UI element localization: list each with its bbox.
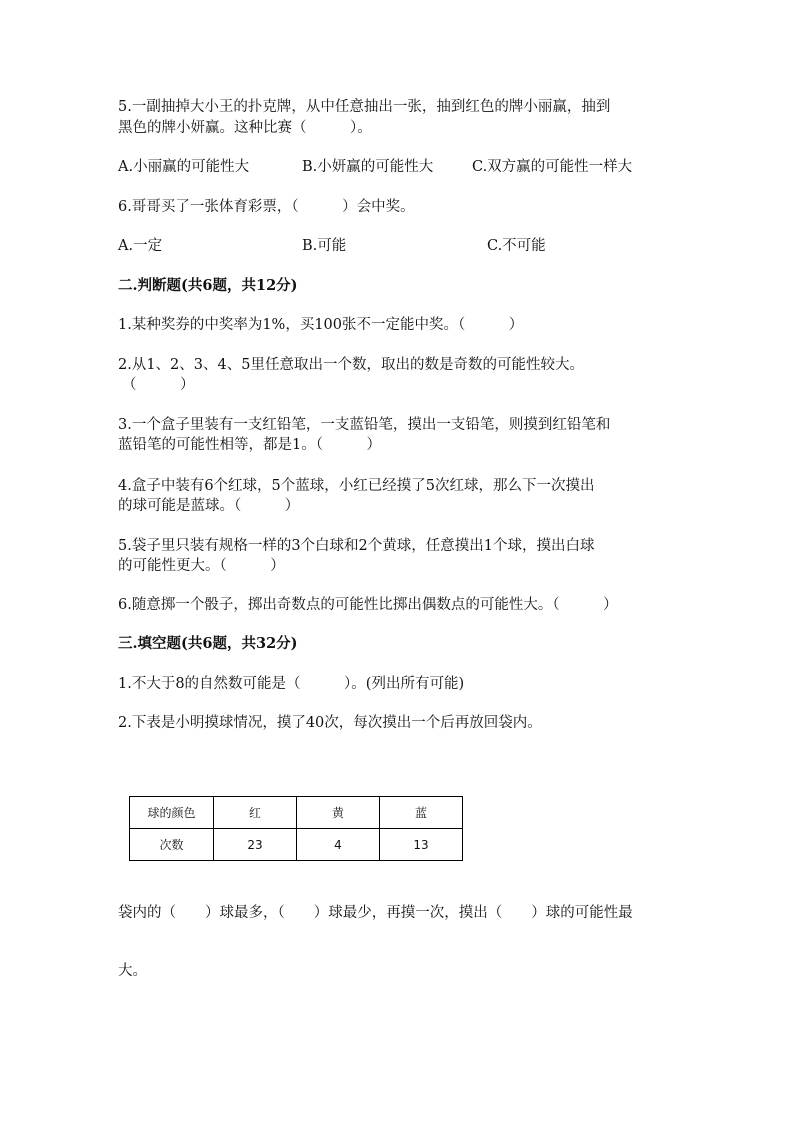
table-header-cell: 蓝 xyxy=(380,797,463,829)
choice-q6-option-c: C.不可能 xyxy=(487,238,546,254)
judge-q5-line1: 5.袋子里只装有规格一样的3个白球和2个黄球，任意摸出1个球，摸出白球 xyxy=(118,538,595,554)
judge-q4-line1: 4.盒子中装有6个红球，5个蓝球，小红已经摸了5次红球，那么下一次摸出 xyxy=(118,478,595,494)
table-header-cell: 球的颜色 xyxy=(130,797,214,829)
fill-section-title: 三.填空题(共6题，共32分) xyxy=(118,635,298,652)
table-cell: 13 xyxy=(380,829,463,861)
table-header-cell: 红 xyxy=(214,797,297,829)
judge-q1: 1.某种奖券的中奖率为1%，买100张不一定能中奖。（ ） xyxy=(118,317,524,333)
fill-q2-answer-line1: 袋内的（ ）球最多，（ ）球最少，再摸一次，摸出（ ）球的可能性最 xyxy=(118,905,633,921)
ball-count-table xyxy=(129,796,463,861)
fill-q2-answer-line2: 大。 xyxy=(118,963,147,979)
judge-q2-line2: （ ） xyxy=(122,377,195,393)
table-header-cell: 黄 xyxy=(297,797,380,829)
choice-q6-option-a: A.一定 xyxy=(118,238,163,254)
choice-q5-line2: 黑色的牌小妍赢。这种比赛（ ）。 xyxy=(118,120,372,136)
fill-q1: 1.不大于8的自然数可能是（ ）。(列出所有可能) xyxy=(118,676,465,692)
choice-q5-option-c: C.双方赢的可能性一样大 xyxy=(472,159,633,175)
judge-q3-line1: 3.一个盒子里装有一支红铅笔，一支蓝铅笔，摸出一支铅笔，则摸到红铅笔和 xyxy=(118,417,611,433)
judge-q2-line1: 2.从1、2、3、4、5里任意取出一个数，取出的数是奇数的可能性较大。 xyxy=(118,357,584,373)
choice-q5-option-b: B.小妍赢的可能性大 xyxy=(302,159,434,175)
fill-q2: 2.下表是小明摸球情况，摸了40次，每次摸出一个后再放回袋内。 xyxy=(118,715,542,731)
judge-section-title: 二.判断题(共6题，共12分) xyxy=(118,277,298,294)
table-row xyxy=(130,797,463,829)
table-cell: 23 xyxy=(214,829,297,861)
table-cell: 4 xyxy=(297,829,380,861)
judge-q3-line2: 蓝铅笔的可能性相等，都是1。（ ） xyxy=(118,437,381,453)
choice-q5-option-a: A.小丽赢的可能性大 xyxy=(118,159,250,175)
judge-q5-line2: 的可能性更大。（ ） xyxy=(118,558,285,574)
choice-q5-line1: 5.一副抽掉大小王的扑克牌，从中任意抽出一张，抽到红色的牌小丽赢，抽到 xyxy=(118,99,611,115)
choice-q6-line1: 6.哥哥买了一张体育彩票，（ ）会中奖。 xyxy=(118,199,415,215)
table-cell: 次数 xyxy=(130,829,214,861)
choice-q6-option-b: B.可能 xyxy=(302,238,347,254)
judge-q6: 6.随意掷一个骰子，掷出奇数点的可能性比掷出偶数点的可能性大。（ ） xyxy=(118,597,618,613)
table-row xyxy=(130,829,463,861)
judge-q4-line2: 的球可能是蓝球。（ ） xyxy=(118,498,300,514)
